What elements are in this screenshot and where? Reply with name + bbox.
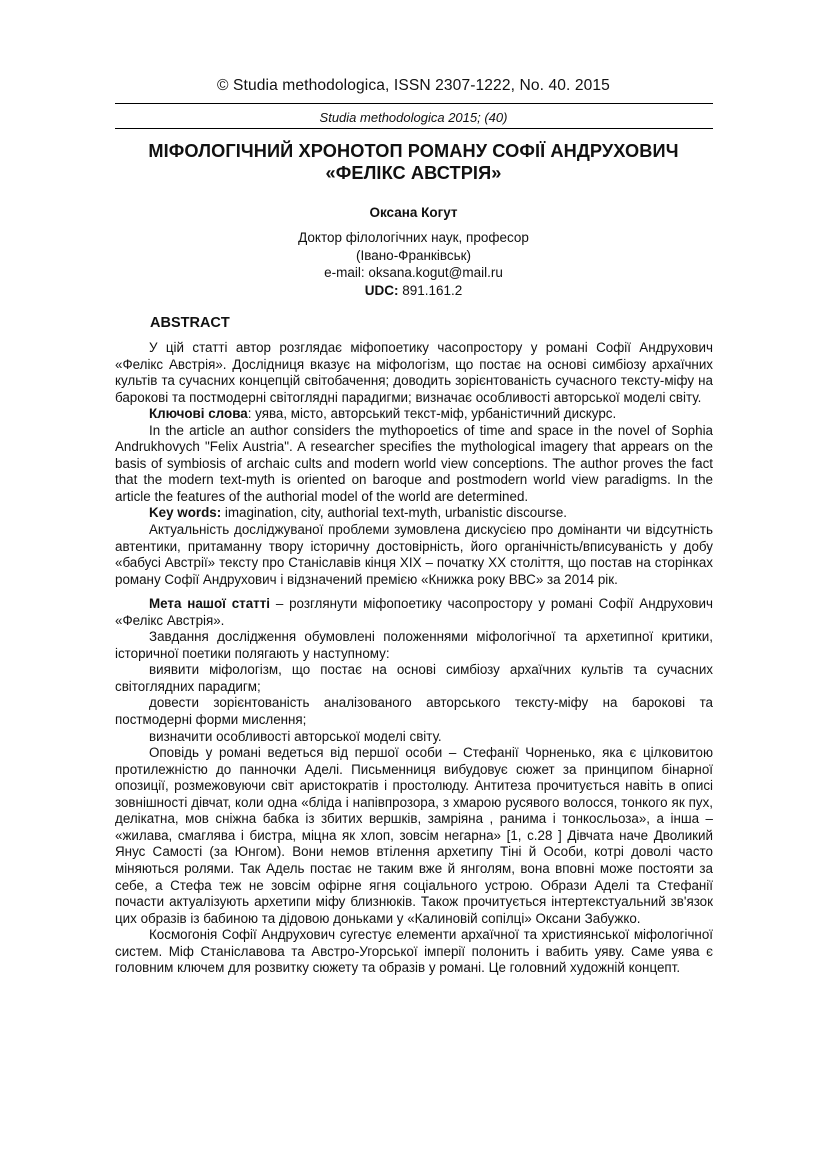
abstract-heading: ABSTRACT	[150, 315, 230, 331]
keywords-ua-text: : уява, місто, авторський текст-міф, урбаністичний дискурс.	[247, 406, 617, 422]
article-title	[0, 140, 827, 184]
author-email[interactable]: e-mail: oksana.kogut@mail.ru	[324, 265, 503, 280]
header-rule-top	[115, 103, 713, 104]
udc-value: 891.161.2	[398, 282, 463, 298]
keywords-en	[115, 505, 713, 522]
author-affiliation	[0, 229, 827, 299]
article-body	[115, 340, 713, 977]
author-name: Оксана Когут	[369, 205, 458, 220]
paragraph-aim	[115, 596, 713, 629]
paragraph-relevance: Актуальність досліджуваної проблеми зумовлена дискусією про домінанти чи відсутність автентики, притаманну твору історичну достовірність, його органічність/вписуваність у добу «бабусі Австрії» тексту про Станіславів кінця ХІХ – початку ХХ століття, що постав на сторінках роману Софії Андрухович і відзначений премією «Книжка року ВВС» за 2014 рік.	[115, 522, 713, 587]
title-line-1: МІФОЛОГІЧНИЙ ХРОНОТОП РОМАНУ СОФІЇ АНДРУХОВИЧ	[148, 141, 679, 161]
keywords-en-text: imagination, city, authorial text-myth, urbanistic discourse.	[221, 505, 568, 521]
task-item-1: виявити міфологізм, що постає на основі симбіозу архаїчних культів та сучасних світоглядних парадигм;	[115, 662, 713, 694]
task-item-3: визначити особливості авторської моделі світу.	[149, 728, 442, 744]
header-rule-bottom	[115, 128, 713, 129]
task-item-2: довести зорієнтованість аналізованого авторського тексту-міфу на барокові та постмодерні форми мислення;	[115, 695, 713, 728]
title-line-2: «ФЕЛІКС АВСТРІЯ»	[325, 163, 502, 183]
abstract-ua: У цій статті автор розглядає міфопоетику часопростору у романі Софії Андрухович «Фелікс Австрія». Дослідниця вказує на міфологізм, що постає на основі симбіозу архаїчних культів та сучасних концепцій світобачення; доводить зорієнтованість сучасного тексту-міфу на барокові та постмодерні світоглядні парадигми; визначає особливості авторської моделі світу.	[115, 340, 713, 405]
author-degree: Доктор філологічних наук, професор	[298, 230, 529, 245]
keywords-ua-label: Ключові слова	[149, 406, 248, 422]
keywords-en-label: Key words:	[149, 505, 222, 521]
aim-text: – розглянути міфопоетику часопростору у романі Софії Андрухович «Фелікс Австрія».	[115, 596, 713, 628]
copyright-line: © Studia methodologica, ISSN 2307-1222, No. 40. 2015	[217, 77, 610, 94]
journal-line: Studia methodologica 2015; (40)	[319, 110, 508, 125]
paragraph-narration: Оповідь у романі ведеться від першої особи – Стефанії Чорненько, яка є цілковитою протилежністю до панночки Аделі. Письменниця вибудовує сюжет за принципом бінарної опозиції, розмежовуючи світ аристократів і простолюду. Антитеза прочитується навіть в описі зовнішності дівчат, коли одна «бліда і напівпрозора, з хмарою русявого волосся, тонкого як пух, делікатна, мов сніжна бабка із збитих вершків, замріяна , ранима і тонкосльоза», а інша – «жилава, смаглява і бистра, міцна як хлоп, зовсім негарна» [1, с.28 ] Дівчата наче Дволикий Янус Самості (за Юнгом). Вони немов втілення архетипу Тіні й Особи, котрі доволі часто міняються ролями. Так Адель постає не таким вже й янголям, вона вповні може постояти за себе, а Стефа теж не зовсім офірне ягня соціального устрою. Образи Аделі та Стефанії почасти актуалізують архетипи міфу близнюків. Також прочитується інтертекстуальний зв'язок цих образів із бабиною та дідовою доньками у «Калиновій сопілці» Оксани Забужко.	[115, 745, 713, 926]
paragraph-cosmogony: Космогонія Софії Андрухович сугестує елементи архаїчної та християнської міфологічної систем. Міф Станіславова та Австро-Угорської імперії полонить і вабить уяву. Саме уява є головним ключем для розвитку сюжету та образів у романі. Це головний художній концепт.	[115, 927, 713, 976]
abstract-en: In the article an author considers the mythopoetics of time and space in the novel of Sophia Andrukhovych "Felix Austria". A researcher specifies the mythological imagery that appears on the basis of symbiosis of archaic cults and modern world view conceptions. The author proves the fact that the modern text-myth is oriented on baroque and postmodern world view paradigms. In the article the features of the authorial model of the world are determined.	[115, 422, 713, 504]
udc-label: UDC:	[364, 282, 399, 298]
aim-label: Мета нашої статті	[149, 596, 270, 612]
author-city: (Івано-Франківськ)	[355, 247, 472, 263]
paragraph-tasks: Завдання дослідження обумовлені положеннями міфологічної та архетипної критики, історичної поетики полягають у наступному:	[115, 629, 713, 661]
udc-line	[0, 282, 827, 300]
keywords-ua	[115, 406, 713, 423]
